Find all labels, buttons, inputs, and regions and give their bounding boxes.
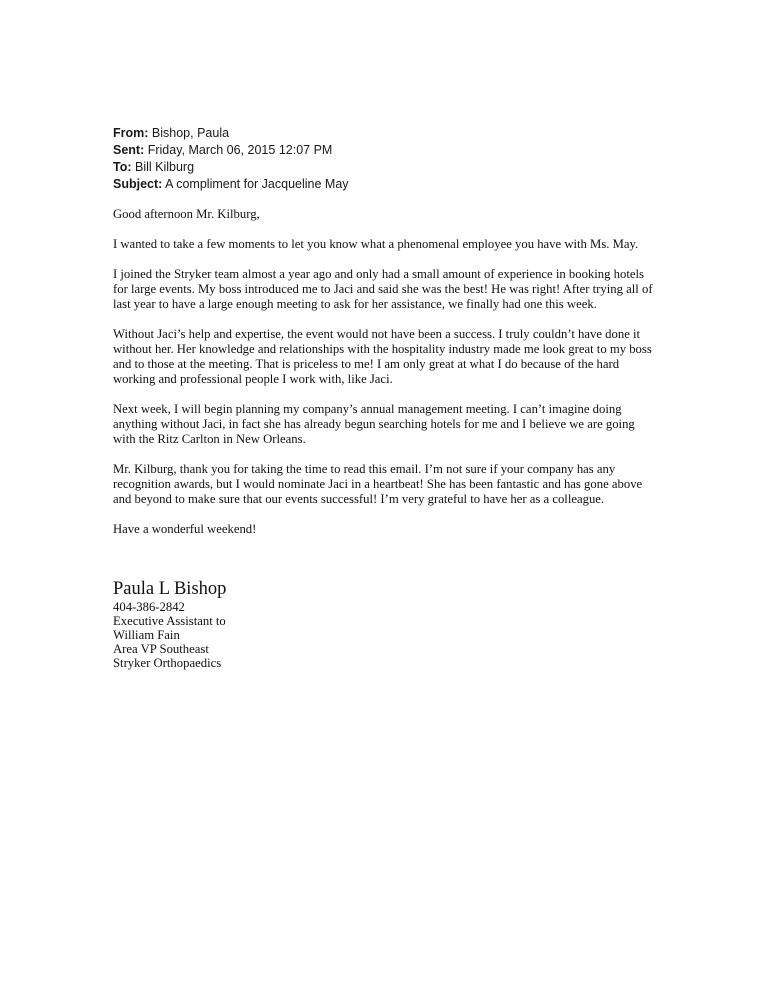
subject-label: Subject: <box>113 177 163 191</box>
from-label: From: <box>113 126 149 140</box>
to-value: Bill Kilburg <box>135 160 195 174</box>
paragraph-2: I joined the Stryker team almost a year ago and only had a small amount of experience in booking hotels for large events. My boss introduced me to Jaci and said she was the best! He was right! After trying all of last year to have a large enough meeting to ask for her assistance, we finally had one this week. <box>113 267 653 311</box>
signature-phone: 404-386-2842 <box>113 600 185 614</box>
signature-company: Stryker Orthopaedics <box>113 656 222 670</box>
sent-row <box>113 142 673 159</box>
from-row <box>113 125 673 142</box>
signature-title: Executive Assistant to <box>113 614 226 628</box>
from-value: Bishop, Paula <box>151 126 230 140</box>
to-label: To: <box>113 160 132 174</box>
subject-row <box>113 176 673 193</box>
signature-manager-title: Area VP Southeast <box>113 642 209 656</box>
signature-manager: William Fain <box>113 628 180 642</box>
closing: Have a wonderful weekend! <box>113 522 257 536</box>
email-header <box>113 125 673 193</box>
sent-label: Sent: <box>113 143 145 157</box>
greeting: Good afternoon Mr. Kilburg, <box>113 207 260 221</box>
paragraph-3: Without Jaci’s help and expertise, the event would not have been a success. I truly couldn’t have done it without her. Her knowledge and relationships with the hospitality industry made me look great to my boss and to those at the meeting. That is priceless to me! I am only great at what I do because of the hard working and professional people I work with, like Jaci. <box>113 327 652 386</box>
paragraph-4: Next week, I will begin planning my company’s annual management meeting. I can’t imagine doing anything without Jaci, in fact she has already begun searching hotels for me and I believe we are going with the Ritz Carlton in New Orleans. <box>113 402 635 446</box>
paragraph-1: I wanted to take a few moments to let you know what a phenomenal employee you have with Ms. May. <box>113 237 639 251</box>
signature-block <box>113 578 513 670</box>
sent-value: Friday, March 06, 2015 12:07 PM <box>147 143 333 157</box>
subject-value: A compliment for Jacqueline May <box>165 177 349 191</box>
paragraph-5: Mr. Kilburg, thank you for taking the time to read this email. I’m not sure if your company has any recognition awards, but I would nominate Jaci in a heartbeat! She has been fantastic and has gone above and beyond to make sure that our events successful! I’m very grateful to have her as a colleague. <box>113 462 643 506</box>
email-body <box>113 207 658 552</box>
to-row <box>113 159 673 176</box>
signature-name: Paula L Bishop <box>113 579 227 599</box>
